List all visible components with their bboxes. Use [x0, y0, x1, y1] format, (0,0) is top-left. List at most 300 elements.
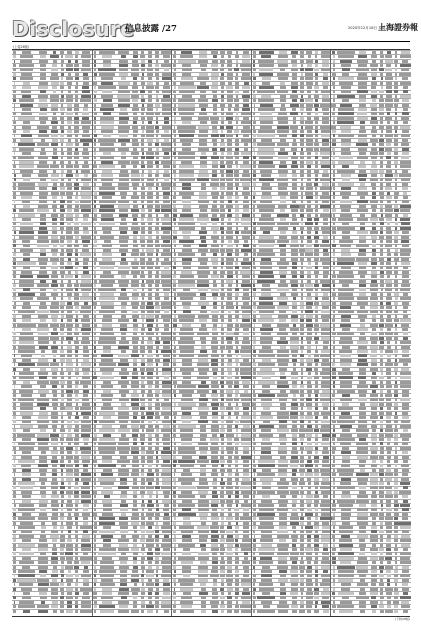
table-cell	[20, 170, 34, 173]
table-cell	[292, 302, 297, 305]
table-cell	[211, 544, 218, 547]
table-cell	[83, 183, 89, 186]
table-cell	[66, 596, 73, 599]
table-cell	[131, 284, 140, 287]
table-cell	[236, 284, 238, 287]
table-cell	[94, 214, 97, 217]
table-cell	[155, 530, 159, 533]
table-cell	[148, 425, 153, 428]
table-cell	[322, 99, 330, 102]
table-cell	[322, 200, 328, 203]
table-cell	[68, 429, 71, 432]
table-cell	[258, 354, 275, 357]
table-cell	[163, 354, 170, 357]
table-cell	[156, 108, 158, 111]
table-cell	[243, 526, 249, 529]
table-cell	[67, 398, 71, 401]
table-cell	[332, 148, 335, 151]
table-cell	[75, 552, 78, 555]
table-cell	[133, 495, 137, 498]
table-cell	[292, 108, 296, 111]
table-cell	[118, 82, 130, 85]
table-cell	[163, 425, 170, 428]
table-cell	[141, 372, 144, 375]
table-cell	[280, 95, 286, 98]
table-cell	[119, 566, 129, 569]
table-cell	[253, 209, 255, 212]
table-cell	[307, 539, 311, 542]
table-cell	[292, 434, 297, 437]
table-cell	[117, 460, 129, 463]
table-cell	[68, 297, 72, 300]
table-cell	[322, 526, 330, 529]
table-cell	[132, 508, 138, 511]
table-cell	[133, 324, 138, 327]
table-cell	[83, 354, 90, 357]
table-cell	[198, 117, 209, 120]
table-cell	[257, 491, 275, 494]
table-cell	[305, 126, 313, 129]
table-cell	[315, 262, 318, 265]
table-cell	[155, 416, 160, 419]
table-cell	[164, 324, 169, 327]
table-cell	[259, 218, 274, 221]
table-cell	[226, 236, 232, 239]
table-cell	[200, 64, 207, 67]
table-cell	[50, 337, 58, 340]
table-cell	[20, 486, 32, 489]
table-cell	[52, 350, 57, 353]
table-cell	[148, 420, 152, 423]
table-cell	[118, 539, 130, 542]
table-cell	[241, 579, 252, 582]
table-cell	[306, 495, 313, 498]
table-cell	[253, 548, 256, 551]
table-cell	[155, 412, 159, 415]
table-cell	[242, 310, 251, 313]
table-cell	[155, 152, 159, 155]
table-cell	[278, 156, 288, 159]
table-cell	[19, 535, 34, 538]
table-cell	[197, 218, 209, 221]
table-cell	[261, 139, 272, 142]
table-cell	[235, 513, 239, 516]
table-cell	[291, 588, 298, 591]
table-cell	[38, 341, 49, 344]
table-cell	[321, 561, 330, 564]
table-cell	[80, 447, 91, 450]
table-cell	[183, 306, 190, 309]
table-cell	[200, 495, 206, 498]
table-cell	[51, 596, 57, 599]
table-cell	[147, 381, 153, 384]
table-cell	[94, 121, 96, 124]
table-cell	[156, 482, 159, 485]
table-cell	[220, 539, 224, 542]
table-cell	[141, 513, 144, 516]
table-cell	[133, 596, 137, 599]
table-cell	[60, 324, 65, 327]
table-cell	[68, 376, 72, 379]
table-cell	[235, 464, 238, 467]
table-cell	[94, 517, 95, 520]
table-cell	[61, 442, 64, 445]
table-cell	[291, 156, 298, 159]
table-cell	[75, 266, 78, 269]
table-cell	[261, 95, 271, 98]
table-cell	[315, 513, 318, 516]
table-cell	[147, 68, 154, 71]
table-cell	[20, 60, 32, 63]
table-cell	[148, 227, 152, 230]
table-cell	[156, 544, 159, 547]
table-cell	[81, 95, 91, 98]
table-cell	[13, 253, 16, 256]
table-cell	[13, 552, 16, 555]
table-cell	[146, 134, 153, 137]
table-cell	[83, 244, 88, 247]
table-cell	[51, 368, 59, 371]
table-cell	[387, 51, 391, 54]
table-cell	[333, 134, 336, 137]
table-cell	[299, 249, 304, 252]
table-cell	[220, 434, 224, 437]
table-cell	[293, 363, 297, 366]
table-cell	[155, 126, 159, 129]
table-cell	[74, 183, 79, 186]
table-cell	[118, 104, 130, 107]
table-cell	[161, 253, 171, 256]
table-cell	[94, 381, 95, 384]
table-cell	[280, 403, 285, 406]
table-cell	[98, 552, 116, 555]
table-cell	[94, 610, 96, 613]
table-cell	[292, 73, 297, 76]
table-cell	[60, 583, 64, 586]
table-cell	[99, 280, 116, 283]
table-cell	[292, 332, 297, 335]
table-cell	[322, 82, 328, 85]
table-cell	[338, 161, 354, 164]
table-cell	[53, 429, 57, 432]
table-cell	[338, 55, 354, 58]
table-cell	[227, 376, 233, 379]
table-cell	[52, 508, 58, 511]
table-cell	[103, 508, 112, 511]
table-cell	[100, 583, 115, 586]
table-cell	[314, 253, 319, 256]
table-cell	[178, 495, 195, 498]
table-cell	[94, 108, 97, 111]
table-cell	[253, 359, 255, 362]
table-cell	[228, 82, 232, 85]
table-cell	[119, 557, 128, 560]
table-cell	[315, 381, 319, 384]
table-cell	[301, 231, 303, 234]
table-cell	[280, 376, 286, 379]
table-cell	[337, 95, 355, 98]
table-cell	[198, 249, 208, 252]
table-cell	[314, 324, 318, 327]
table-cell	[258, 99, 274, 102]
table-cell	[100, 121, 113, 124]
table-cell	[308, 420, 311, 423]
table-cell	[235, 293, 238, 296]
table-cell	[94, 293, 96, 296]
table-cell	[148, 293, 151, 296]
table-cell	[300, 579, 304, 582]
table-cell	[13, 95, 16, 98]
table-cell	[307, 64, 312, 67]
table-cell	[182, 64, 191, 67]
table-cell	[307, 566, 312, 569]
table-cell	[147, 205, 154, 208]
table-cell	[75, 328, 77, 331]
table-cell	[82, 368, 90, 371]
table-cell	[148, 596, 152, 599]
table-cell	[322, 156, 329, 159]
table-cell	[119, 68, 128, 71]
table-cell	[300, 420, 304, 423]
table-cell	[163, 165, 170, 168]
table-cell	[156, 504, 159, 507]
table-cell	[84, 302, 89, 305]
table-cell	[156, 170, 159, 173]
table-cell	[307, 117, 311, 120]
table-cell	[220, 588, 224, 591]
table-cell	[300, 456, 304, 459]
table-cell	[333, 222, 334, 225]
table-cell	[103, 544, 111, 547]
table-cell	[163, 174, 169, 177]
table-cell	[371, 55, 376, 58]
table-cell	[235, 231, 238, 234]
table-cell	[253, 280, 255, 283]
table-cell	[101, 104, 114, 107]
table-cell	[200, 95, 206, 98]
table-cell	[235, 161, 238, 164]
table-cell	[94, 588, 96, 591]
table-cell	[93, 491, 96, 494]
table-cell	[290, 517, 299, 520]
table-cell	[279, 398, 287, 401]
table-cell	[315, 152, 317, 155]
table-cell	[321, 165, 330, 168]
table-cell	[41, 451, 46, 454]
table-cell	[146, 130, 153, 133]
table-cell	[300, 86, 303, 89]
table-cell	[372, 51, 376, 54]
table-cell	[94, 574, 97, 577]
table-cell	[300, 354, 303, 357]
table-cell	[173, 218, 176, 221]
table-cell	[358, 86, 367, 89]
table-cell	[146, 126, 153, 129]
table-cell	[51, 442, 59, 445]
table-cell	[156, 478, 159, 481]
table-cell	[221, 376, 225, 379]
table-cell	[14, 363, 16, 366]
table-cell	[99, 209, 116, 212]
table-cell	[83, 214, 88, 217]
table-cell	[173, 214, 177, 217]
table-cell	[300, 363, 303, 366]
table-cell	[74, 126, 79, 129]
table-cell	[13, 68, 15, 71]
table-cell	[212, 566, 218, 569]
table-cell	[174, 60, 176, 63]
table-cell	[292, 161, 297, 164]
table-cell	[200, 517, 207, 520]
table-cell	[94, 51, 96, 54]
table-cell	[277, 332, 288, 335]
table-cell	[101, 535, 113, 538]
table-cell	[227, 297, 232, 300]
table-cell	[228, 68, 232, 71]
table-cell	[395, 117, 397, 120]
table-cell	[39, 161, 47, 164]
table-cell	[61, 478, 64, 481]
table-cell	[227, 51, 232, 54]
table-cell	[120, 425, 127, 428]
table-cell	[179, 227, 195, 230]
table-cell	[119, 178, 129, 181]
table-cell	[244, 390, 249, 393]
table-cell	[162, 596, 171, 599]
table-cell	[227, 227, 232, 230]
table-cell	[147, 456, 153, 459]
table-cell	[322, 530, 330, 533]
table-cell	[22, 557, 30, 560]
table-cell	[39, 346, 48, 349]
table-cell	[19, 552, 35, 555]
table-cell	[131, 262, 139, 265]
table-cell	[147, 82, 152, 85]
table-cell	[261, 579, 272, 582]
table-cell	[118, 346, 129, 349]
table-cell	[13, 306, 16, 309]
table-cell	[131, 522, 139, 525]
table-cell	[182, 200, 191, 203]
table-cell	[234, 412, 239, 415]
table-cell	[220, 275, 224, 278]
table-cell	[212, 522, 218, 525]
table-cell	[53, 359, 57, 362]
table-cell	[74, 491, 79, 494]
table-cell	[235, 209, 239, 212]
table-cell	[75, 258, 78, 261]
table-cell	[277, 552, 289, 555]
table-cell	[13, 86, 16, 89]
table-cell	[300, 156, 305, 159]
table-cell	[13, 469, 16, 472]
table-cell	[307, 152, 311, 155]
table-cell	[51, 588, 57, 591]
table-cell	[253, 460, 255, 463]
table-cell	[121, 403, 126, 406]
table-cell	[133, 456, 138, 459]
table-cell	[155, 394, 159, 397]
table-cell	[394, 156, 398, 159]
table-cell	[241, 284, 251, 287]
table-cell	[93, 244, 97, 247]
table-cell	[38, 464, 48, 467]
table-cell	[379, 68, 383, 71]
table-cell	[385, 214, 392, 217]
table-cell	[300, 478, 304, 481]
table-cell	[94, 539, 96, 542]
table-cell	[173, 288, 176, 291]
table-cell	[333, 156, 335, 159]
table-cell	[173, 55, 176, 58]
table-cell	[321, 539, 331, 542]
table-cell	[60, 491, 64, 494]
table-cell	[76, 82, 78, 85]
table-cell	[261, 293, 271, 296]
table-cell	[61, 60, 64, 63]
table-cell	[39, 469, 47, 472]
table-cell	[314, 143, 319, 146]
table-cell	[163, 249, 170, 252]
table-cell	[100, 108, 113, 111]
table-cell	[253, 447, 255, 450]
table-cell	[68, 482, 72, 485]
table-cell	[385, 134, 393, 137]
table-cell	[81, 544, 91, 547]
table-cell	[20, 222, 34, 225]
table-cell	[156, 319, 158, 322]
table-cell	[103, 60, 111, 63]
table-cell	[162, 108, 170, 111]
table-cell	[178, 104, 195, 107]
table-cell	[119, 121, 128, 124]
table-cell	[322, 376, 330, 379]
table-cell	[261, 196, 272, 199]
table-cell	[141, 579, 144, 582]
table-cell	[146, 478, 154, 481]
table-cell	[211, 310, 219, 313]
table-cell	[121, 77, 126, 80]
table-cell	[40, 214, 46, 217]
table-cell	[174, 438, 176, 441]
table-cell	[38, 390, 49, 393]
table-cell	[132, 266, 138, 269]
table-cell	[83, 416, 89, 419]
table-cell	[235, 148, 239, 151]
table-cell	[81, 478, 92, 481]
table-cell	[259, 236, 274, 239]
table-cell	[80, 253, 91, 256]
table-cell	[385, 148, 392, 151]
table-cell	[253, 579, 256, 582]
table-cell	[156, 324, 158, 327]
table-cell	[163, 156, 170, 159]
table-cell	[39, 117, 48, 120]
table-cell	[290, 337, 299, 340]
table-cell	[242, 214, 249, 217]
table-cell	[14, 504, 16, 507]
table-cell	[279, 236, 287, 239]
table-cell	[52, 117, 57, 120]
table-cell	[38, 258, 48, 261]
table-cell	[147, 253, 154, 256]
table-cell	[178, 130, 196, 133]
table-cell	[211, 275, 219, 278]
table-cell	[148, 174, 152, 177]
table-cell	[164, 214, 170, 217]
table-cell	[75, 236, 79, 239]
table-cell	[372, 126, 376, 129]
